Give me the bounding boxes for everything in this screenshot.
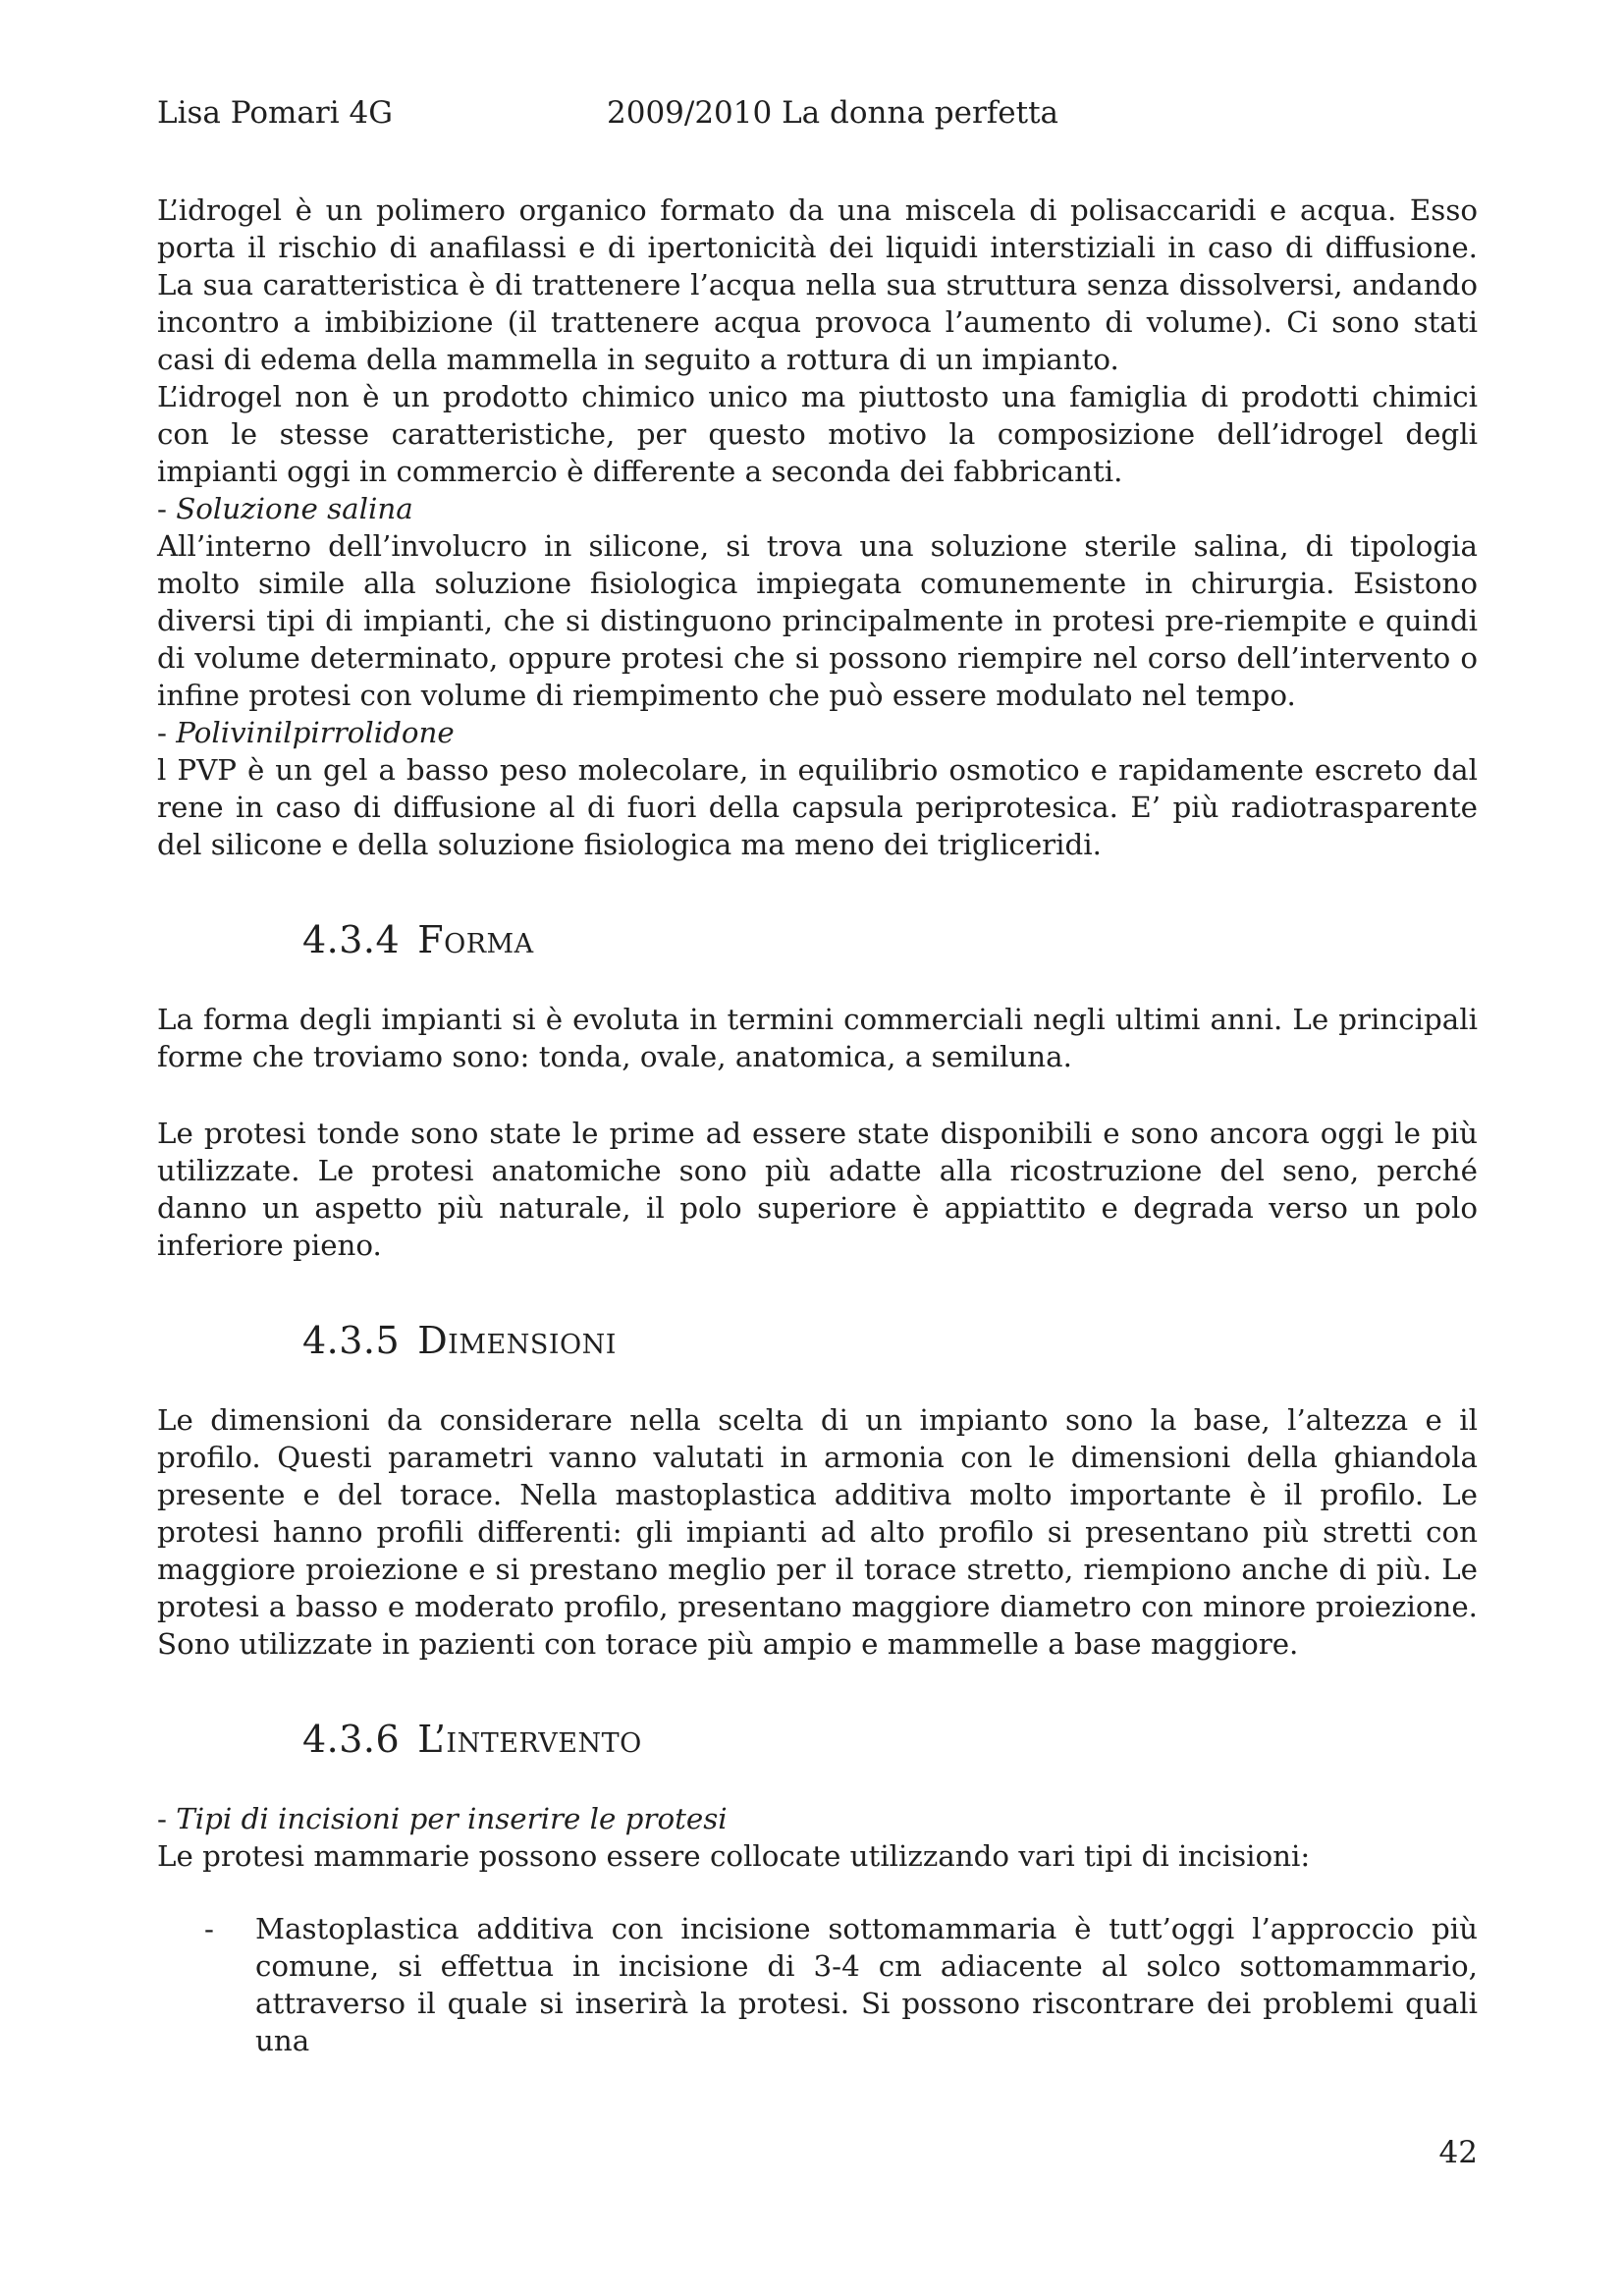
section-title: Dimensioni (417, 1319, 617, 1362)
subheading (157, 1800, 1478, 1837)
page-number: 42 (1438, 2135, 1478, 2170)
subheading-prefix: - (157, 716, 177, 749)
section-heading (302, 1716, 1478, 1763)
paragraph: L’idrogel non è un prodotto chimico unico ma piuttosto una famiglia di prodotti chimici con le stesse caratteristiche, per questo motivo la composizione dell’idrogel degli impianti oggi in commercio è differente a seconda dei fabbricanti. (157, 380, 1478, 488)
section-title: L’intervento (417, 1718, 642, 1761)
subheading-prefix: - (157, 492, 177, 525)
paragraph: All’interno dell’involucro in silicone, si trova una soluzione sterile salina, di tipologia molto simile alla soluzione fisiologica impiegata comunemente in chirurgia. Esistono diversi tipi di impianti, che si distinguono principalmente in protesi pre-riempite e quindi di volume determinato, oppure protesi che si possono riempire nel corso dell’intervento o infine protesi con volume di riempimento che può essere modulato nel tempo. (157, 529, 1478, 712)
section-heading (302, 916, 1478, 963)
section-number: 4.3.6 (302, 1718, 401, 1761)
header-course: 2009/2010 La donna perfetta (607, 95, 1059, 131)
subheading-text: Polivinilpirrolidone (176, 716, 455, 749)
paragraph: L’idrogel è un polimero organico formato da una miscela di polisaccaridi e acqua. Esso porta il rischio di anafilassi e di ipertonicità dei liquidi interstiziali in caso di diffusione. La sua caratteristica è di trattenere l’acqua nella sua struttura senza dissolversi, andando incontro a imbibizione (il trattenere acqua provoca l’aumento di volume). Ci sono stati casi di edema della mammella in seguito a rottura di un impianto. (157, 193, 1478, 376)
section-heading (302, 1317, 1478, 1364)
paragraph: Le protesi tonde sono state le prime ad essere state disponibili e sono ancora oggi le più utilizzate. Le protesi anatomiche sono più adatte alla ricostruzione del seno, perché danno un aspetto più naturale, il polo superiore è appiattito e degrada verso un polo inferiore pieno. (157, 1117, 1478, 1262)
header-author: Lisa Pomari 4G (157, 95, 393, 131)
paragraph: Le dimensioni da considerare nella scelta di un impianto sono la base, l’altezza e il profilo. Questi parametri vanno valutati in armonia con le dimensioni della ghiandola presente e del torace. Nella mastoplastica additiva molto importante è il profilo. Le protesi hanno profili differenti: gli impianti ad alto profilo si presentano più stretti con maggiore proiezione e si prestano meglio per il torace stretto, riempiono anche di più. Le protesi a basso e moderato profilo, presentano maggiore diametro con minore proiezione. Sono utilizzate in pazienti con torace più ampio e mammelle a base maggiore. (157, 1403, 1478, 1661)
subheading-prefix: - (157, 1802, 177, 1835)
subheading-text: Soluzione salina (176, 492, 413, 525)
bullet-list (157, 1910, 1478, 2059)
section-number: 4.3.4 (302, 918, 401, 961)
paragraph: La forma degli impianti si è evoluta in termini commerciali negli ultimi anni. Le principali forme che troviamo sono: tonda, ovale, anatomica, a semiluna. (157, 1003, 1478, 1073)
section-number: 4.3.5 (302, 1319, 401, 1362)
bullet-dash: - (204, 1912, 214, 1945)
subheading (157, 490, 1478, 527)
section-title: Forma (417, 918, 534, 961)
subheading (157, 714, 1478, 751)
paragraph: Le protesi mammarie possono essere collocate utilizzando vari tipi di incisioni: (157, 1839, 1311, 1873)
list-item-text: Mastoplastica additiva con incisione sottomammaria è tutt’oggi l’approccio più comune, si effettua in incisione di 3-4 cm adiacente al solco sottomammario, attraverso il quale si inserirà la protesi. Si possono riscontrare dei problemi quali una (255, 1912, 1478, 2057)
subheading-text: Tipi di incisioni per inserire le protesi (176, 1802, 728, 1835)
paragraph: l PVP è un gel a basso peso molecolare, in equilibrio osmotico e rapidamente escreto dal rene in caso di diffusione al di fuori della capsula periprotesica. E’ più radiotrasparente del silicone e della soluzione fisiologica ma meno dei trigliceridi. (157, 753, 1478, 861)
list-item (157, 1910, 1478, 2059)
page-content (157, 191, 1478, 2059)
